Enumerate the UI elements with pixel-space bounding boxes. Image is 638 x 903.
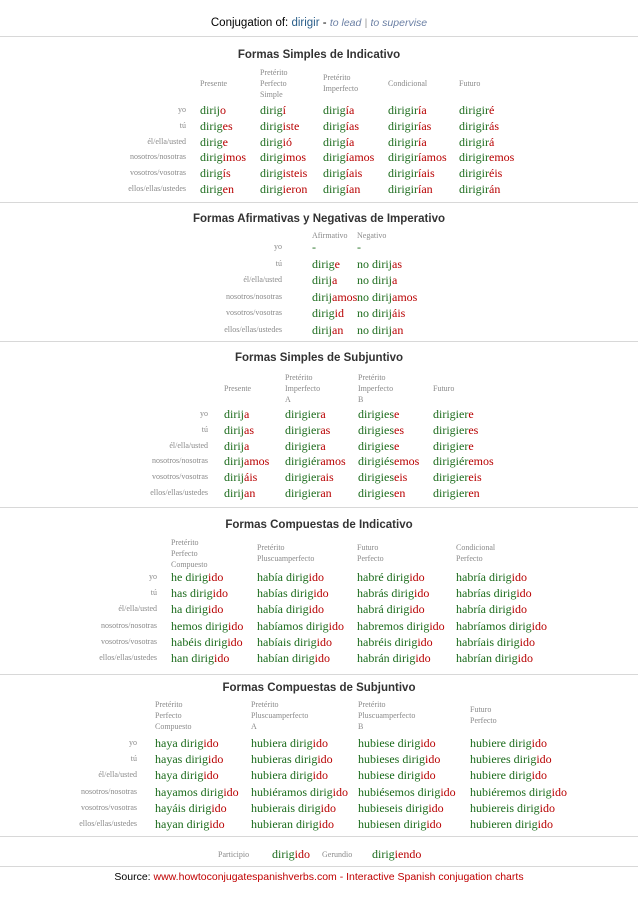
column-header: Presente <box>224 383 252 393</box>
column-header: Condicional <box>388 78 428 88</box>
participio-value: dirigido <box>272 847 311 861</box>
conjugation-cell: dirigiríais <box>388 166 435 181</box>
section-divider <box>0 341 638 342</box>
conjugation-cell: dirigieron <box>260 182 308 196</box>
conjugation-cell: hayan dirigido <box>155 817 225 831</box>
pronoun-label: vosotros/vosotras <box>81 802 137 812</box>
conjugation-cell: dirijas <box>224 422 254 437</box>
column-header: Condicional Perfecto <box>456 543 496 563</box>
section-divider <box>0 507 638 508</box>
column-header: Pretérito Perfecto Compuesto <box>155 699 192 731</box>
conjugation-cell: dirigimos <box>260 150 307 165</box>
pronoun-label: vosotros/vosotras <box>152 472 208 482</box>
title-prefix: Conjugation of: <box>210 17 289 29</box>
pronoun-label: tú <box>275 258 282 268</box>
conjugation-cell: dirija <box>224 407 250 421</box>
conjugation-cell: habría dirigido <box>456 602 527 617</box>
section-title: Formas Simples de Subjuntivo <box>234 352 404 364</box>
conjugation-cell: no dirijas <box>357 256 402 271</box>
conjugation-cell: habría dirigido <box>456 570 527 584</box>
conjugation-cell: dirija <box>224 438 250 453</box>
conjugation-cell: dirigieren <box>433 486 480 500</box>
source-label: Source: <box>114 871 151 883</box>
conjugation-cell: no dirijáis <box>357 306 406 320</box>
conjugation-cell: dirigirás <box>459 118 499 133</box>
conjugation-cell: dirigía <box>323 134 355 149</box>
conjugation-cell: hubiésemos dirigido <box>358 784 456 799</box>
pronoun-label: yo <box>200 409 208 418</box>
conjugation-cell: han dirigido <box>171 651 230 665</box>
conjugation-cell: dirigió <box>260 134 293 149</box>
translation-separator: | <box>364 17 368 29</box>
section-imperativo <box>0 205 638 340</box>
conjugation-cell: hubierais dirigido <box>251 800 337 815</box>
section-divider <box>0 674 638 675</box>
conjugation-cell: dirigíais <box>323 166 363 181</box>
column-header: Pretérito Pluscuamperfecto A <box>251 699 309 731</box>
conjugation-cell: dirigieras <box>285 422 331 437</box>
gerundio-value: dirigiendo <box>372 847 422 861</box>
pronoun-label: él/ella/usted <box>147 136 186 146</box>
column-header: Presente <box>200 78 228 88</box>
conjugation-cell: dirigiéramos <box>285 454 346 469</box>
translation-2: to supervise <box>370 17 428 29</box>
pronoun-label: yo <box>274 242 282 251</box>
conjugation-cell: dirigiésemos <box>358 454 420 469</box>
column-header: Negativo <box>357 230 387 240</box>
section-compuestas-indicativo <box>0 510 638 670</box>
conjugation-cell: dirigiese <box>358 407 400 421</box>
column-header: Futuro <box>433 383 455 393</box>
pronoun-label: yo <box>149 572 157 581</box>
section-subjuntivo <box>0 344 638 504</box>
conjugation-cell: hayamos dirigido <box>155 784 239 799</box>
column-header: Pretérito Perfecto Simple <box>260 67 288 99</box>
column-header: Pretérito Pluscuamperfecto <box>257 543 315 563</box>
conjugation-cell: habrían dirigido <box>456 651 533 665</box>
column-header: Futuro Perfecto <box>357 543 384 563</box>
conjugation-cell: dirija <box>312 273 338 287</box>
conjugation-cell: habríamos dirigido <box>456 618 548 633</box>
conjugation-cell: dirigiréis <box>459 166 503 181</box>
conjugation-cell: dirijo <box>200 103 226 117</box>
section-title: Formas Afirmativas y Negativas de Imperativo <box>192 213 446 225</box>
source-description: Interactive Spanish conjugation charts <box>346 871 524 883</box>
section-divider <box>0 202 638 203</box>
pronoun-label: él/ella/usted <box>243 275 282 284</box>
pronoun-label: yo <box>129 738 137 747</box>
section-compuestas-subjuntivo <box>0 677 638 837</box>
conjugation-cell: dirigiría <box>388 134 427 149</box>
conjugation-cell: hubieseis dirigido <box>358 800 444 815</box>
conjugation-cell: haya dirigido <box>155 768 219 783</box>
conjugation-cell: hubieres dirigido <box>470 752 552 767</box>
conjugation-cell: dirigiese <box>358 438 400 453</box>
conjugation-cell: dirigimos <box>200 150 247 165</box>
pronoun-label: tú <box>179 120 186 130</box>
conjugation-cell: dirijamos <box>224 454 270 469</box>
pronoun-label: vosotros/vosotras <box>101 636 157 646</box>
conjugation-cell: dirigiríamos <box>388 150 447 165</box>
pronoun-label: él/ella/usted <box>98 770 137 780</box>
pronoun-label: tú <box>150 588 157 598</box>
conjugation-cell: dirigí <box>260 103 287 117</box>
pronoun-label: nosotros/nosotras <box>226 291 282 301</box>
conjugation-cell: habrías dirigido <box>456 586 532 601</box>
conjugation-cell: habríais dirigido <box>456 634 536 649</box>
conjugation-cell: dirigirías <box>388 118 432 133</box>
pronoun-label: nosotros/nosotras <box>130 152 186 162</box>
conjugation-cell: hubiere dirigido <box>470 768 547 783</box>
pronoun-label: ellos/ellas/ustedes <box>224 324 282 334</box>
conjugation-cell: hubiera dirigido <box>251 736 328 750</box>
conjugation-cell: dirigías <box>323 118 360 133</box>
conjugation-cell: - <box>312 240 316 254</box>
conjugation-cell: habrás dirigido <box>357 586 430 601</box>
pronoun-label: ellos/ellas/ustedes <box>150 488 208 497</box>
conjugation-cell: dirigirían <box>388 182 433 196</box>
title-dash: - <box>322 17 327 29</box>
source-link[interactable]: www.howtoconjugatespanishverbs.com <box>153 871 337 883</box>
section-title: Formas Simples de Indicativo <box>237 49 401 61</box>
conjugation-cell: no dirija <box>357 273 398 287</box>
conjugation-cell: ha dirigido <box>171 602 224 617</box>
conjugation-cell: dirigiremos <box>459 150 515 165</box>
conjugation-cell: hubiere dirigido <box>470 736 547 750</box>
conjugation-cell: habéis dirigido <box>171 634 243 649</box>
conjugation-cell: habrá dirigido <box>357 602 425 617</box>
section-indicativo <box>0 40 638 200</box>
conjugation-cell: dirijáis <box>224 470 258 485</box>
conjugation-cell: dirigieses <box>358 422 404 437</box>
conjugation-cell: dirigiesen <box>358 486 406 500</box>
translation-1: to lead <box>329 17 362 29</box>
bottom-divider <box>0 866 638 867</box>
conjugation-cell: dirigid <box>312 306 345 320</box>
conjugation-cell: dirigieres <box>433 422 479 437</box>
conjugation-cell: habremos dirigido <box>357 618 445 633</box>
pronoun-label: él/ella/usted <box>169 440 208 450</box>
column-header: Pretérito Perfecto Compuesto <box>171 537 208 569</box>
pronoun-label: tú <box>201 424 208 434</box>
conjugation-cell: habré dirigido <box>357 570 425 584</box>
participio-label: Participio <box>218 850 250 859</box>
conjugation-cell: hubieses dirigido <box>358 752 441 767</box>
conjugation-cell: dirijan <box>224 486 256 500</box>
conjugation-cell: había dirigido <box>257 602 325 617</box>
conjugation-cell: hubieran dirigido <box>251 817 334 831</box>
source-dash: - <box>339 871 344 883</box>
conjugation-cell: habrán dirigido <box>357 651 431 665</box>
column-header: Futuro <box>459 78 481 88</box>
pronoun-label: yo <box>178 105 186 114</box>
conjugation-cell: dirigiste <box>260 118 300 133</box>
conjugation-cell: dirigiera <box>285 407 326 421</box>
section-title: Formas Compuestas de Subjuntivo <box>222 682 416 694</box>
gerundio-label: Gerundio <box>322 850 353 859</box>
pronoun-label: nosotros/nosotras <box>101 620 157 630</box>
conjugation-cell: - <box>357 240 361 254</box>
conjugation-cell: dirige <box>200 134 228 149</box>
pronoun-label: ellos/ellas/ustedes <box>128 184 186 193</box>
conjugation-cell: habían dirigido <box>257 651 331 665</box>
conjugation-cell: dirigirán <box>459 182 501 196</box>
conjugation-cell: hayáis dirigido <box>155 800 227 815</box>
pronoun-label: él/ella/usted <box>118 604 157 614</box>
conjugation-cell: dirigirá <box>459 134 495 149</box>
conjugation-cell: dirigiré <box>459 103 495 117</box>
conjugation-cell: dirigía <box>323 103 355 117</box>
conjugation-cell: he dirigido <box>171 570 224 584</box>
conjugation-cell: habréis dirigido <box>357 634 433 649</box>
pronoun-label: vosotros/vosotras <box>130 168 186 178</box>
conjugation-cell: dirigíamos <box>323 150 375 165</box>
page-title <box>0 17 638 29</box>
column-header: Pretérito Pluscuamperfecto B <box>358 699 416 731</box>
conjugation-cell: dirigiría <box>388 103 427 117</box>
conjugation-cell: dirigieran <box>285 486 332 500</box>
column-header: Pretérito Imperfecto B <box>358 372 394 404</box>
column-header: Afirmativo <box>312 230 348 240</box>
conjugation-cell: dirigís <box>200 166 231 181</box>
column-header: Futuro Perfecto <box>470 705 497 725</box>
pronoun-label: nosotros/nosotras <box>152 456 208 466</box>
conjugation-cell: dirijamos <box>312 289 358 304</box>
conjugation-cell: había dirigido <box>257 570 325 584</box>
conjugation-cell: hemos dirigido <box>171 618 244 633</box>
conjugation-cell: hubiéramos dirigido <box>251 784 349 799</box>
conjugation-cell: hubiese dirigido <box>358 736 436 750</box>
conjugation-cell: hayas dirigido <box>155 752 224 767</box>
column-header: Pretérito Imperfecto A <box>285 372 321 404</box>
conjugation-cell: dirigiere <box>433 438 474 453</box>
conjugation-cell: dirijan <box>312 322 344 337</box>
pronoun-label: nosotros/nosotras <box>81 786 137 796</box>
conjugation-cell: hubiéremos dirigido <box>470 784 568 799</box>
section-title: Formas Compuestas de Indicativo <box>225 519 413 531</box>
conjugation-cell: dirigiéremos <box>433 454 494 469</box>
conjugation-cell: diriges <box>200 118 233 133</box>
conjugation-cell: haya dirigido <box>155 736 219 750</box>
source-line <box>0 871 638 883</box>
conjugation-cell: dirigiere <box>433 407 474 421</box>
column-header: Pretérito Imperfecto <box>323 73 359 93</box>
conjugation-cell: habíamos dirigido <box>257 618 345 633</box>
conjugation-cell: dirigieseis <box>358 470 408 485</box>
participio-gerundio-row <box>0 845 638 865</box>
pronoun-label: ellos/ellas/ustedes <box>99 653 157 662</box>
conjugation-cell: hubieras dirigido <box>251 752 333 767</box>
conjugation-cell: dirigisteis <box>260 166 308 181</box>
pronoun-label: ellos/ellas/ustedes <box>79 819 137 828</box>
conjugation-cell: no dirijamos <box>357 289 418 304</box>
conjugation-cell: habías dirigido <box>257 586 329 601</box>
conjugation-cell: hubieren dirigido <box>470 817 553 831</box>
conjugation-cell: hubiesen dirigido <box>358 817 442 831</box>
conjugation-cell: dirigiera <box>285 438 326 453</box>
conjugation-cell: dirigen <box>200 182 234 196</box>
conjugation-cell: hubiese dirigido <box>358 768 436 783</box>
conjugation-cell: hubiereis dirigido <box>470 800 556 815</box>
conjugation-cell: has dirigido <box>171 586 229 601</box>
pronoun-label: vosotros/vosotras <box>226 308 282 317</box>
conjugation-cell: hubiera dirigido <box>251 768 328 783</box>
conjugation-cell: habíais dirigido <box>257 634 333 649</box>
conjugation-cell: dirige <box>312 256 340 271</box>
title-verb: dirigir <box>291 17 320 29</box>
conjugation-cell: dirigiereis <box>433 470 482 485</box>
conjugation-cell: dirigierais <box>285 470 334 485</box>
conjugation-cell: dirigían <box>323 182 361 196</box>
pronoun-label: tú <box>130 754 137 764</box>
section-divider <box>0 836 638 837</box>
top-divider <box>0 36 638 37</box>
conjugation-cell: no dirijan <box>357 322 404 337</box>
